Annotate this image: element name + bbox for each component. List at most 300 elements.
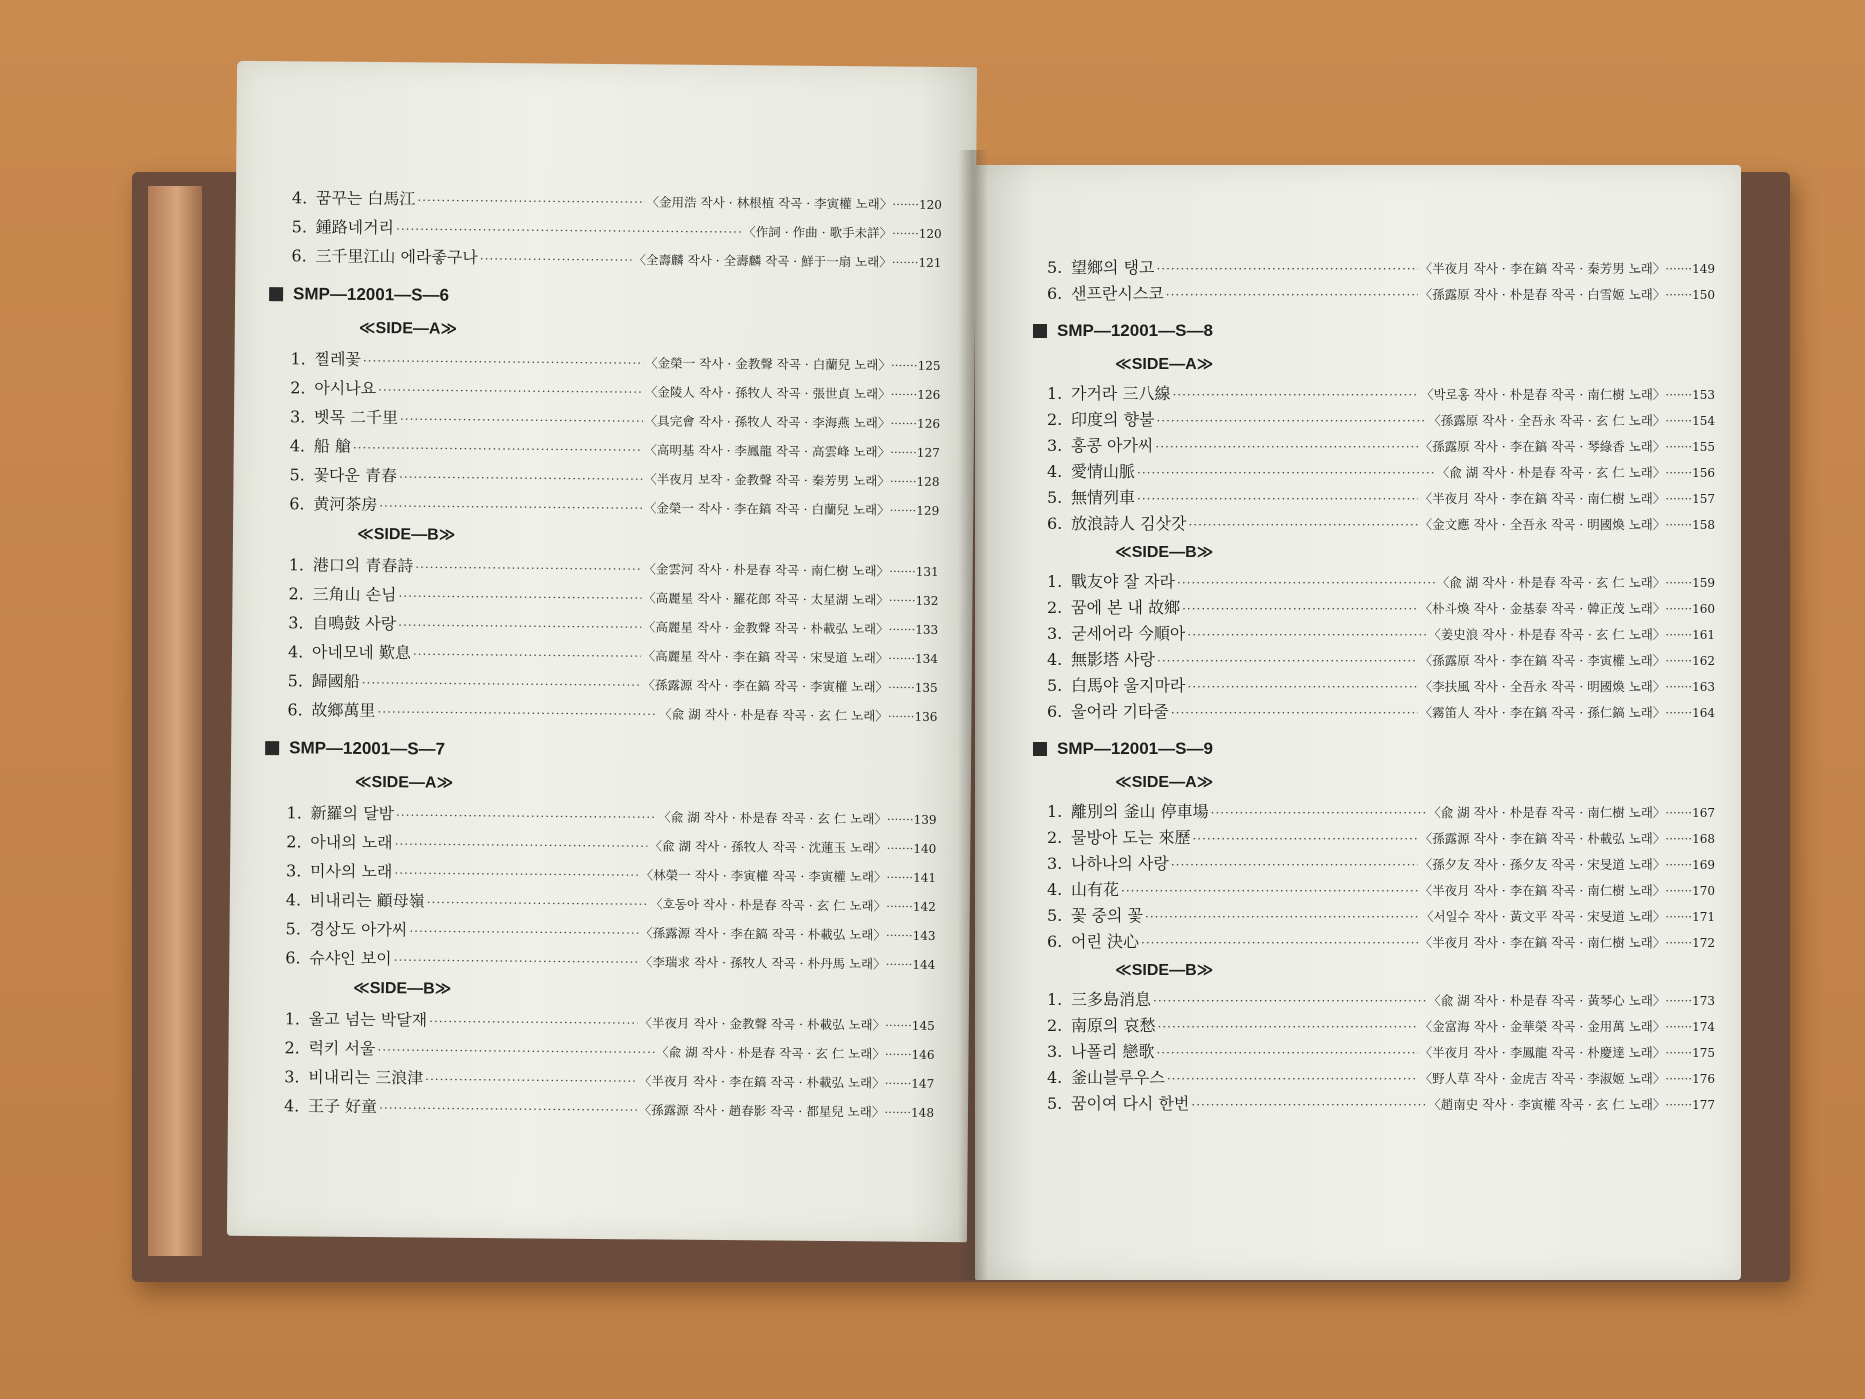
track-credits: 〈作詞 · 作曲 · 歌手未詳〉 (743, 224, 893, 241)
track-entry (288, 637, 938, 672)
track-credits: 〈高明基 작사 · 李鳳龍 작곡 · 高雲峰 노래〉 (644, 442, 891, 460)
track-entry (1047, 647, 1715, 673)
track-entry (1047, 1065, 1715, 1091)
track-entry (1047, 1013, 1715, 1039)
track-number: 3. (288, 613, 304, 633)
dot-leader (1177, 570, 1435, 596)
page-number: ······· 163 (1665, 674, 1715, 700)
page-number: ······· 143 (886, 921, 936, 950)
page-number: ······· 126 (891, 381, 941, 410)
page-number: ······· 154 (1665, 408, 1715, 434)
track-entry (284, 1062, 934, 1097)
dot-leader (415, 553, 641, 584)
dot-leader (1155, 434, 1417, 460)
dot-leader (1188, 512, 1417, 538)
page-number: ······· 171 (1665, 904, 1715, 930)
track-entry (287, 695, 937, 730)
page-number: ······· 153 (1665, 382, 1715, 408)
track-title: 나폴리 戀歌 (1071, 1042, 1155, 1061)
track-title: 아시나요 (314, 378, 377, 399)
page-number: ······· 128 (890, 468, 940, 497)
track-number: 1. (1047, 384, 1063, 403)
track-number: 1. (286, 803, 302, 823)
track-title: 印度의 향불 (1071, 410, 1155, 429)
track-number: 5. (285, 919, 301, 939)
track-credits: 〈高麗星 작사 · 羅花郎 작곡 · 太星湖 노래〉 (643, 590, 889, 608)
track-number: 1. (288, 555, 305, 575)
dot-leader (1211, 800, 1427, 826)
track-title: 故鄉萬里 (311, 700, 376, 721)
dot-leader (363, 347, 644, 378)
dot-leader (1192, 826, 1417, 852)
page-number: ······· 148 (884, 1098, 934, 1127)
page-number: ······· 139 (887, 805, 937, 834)
track-number: 5. (291, 217, 308, 237)
track-entry (289, 489, 939, 524)
track-credits: 〈金文應 작사 · 全吾永 작곡 · 明國煥 노래〉 (1419, 517, 1666, 532)
dot-leader (395, 830, 648, 861)
track-title: 나하나의 사랑 (1071, 854, 1169, 873)
album-code: SMP—12001—S—7 (289, 738, 446, 759)
track-title: 울어라 기타줄 (1071, 702, 1169, 721)
left-page-contents (284, 183, 942, 1126)
dot-leader (425, 1065, 637, 1096)
track-entry (1047, 699, 1715, 725)
track-title: 無情列車 (1071, 488, 1136, 507)
track-title: 홍콩 아가씨 (1071, 436, 1154, 455)
track-number: 2. (1047, 598, 1063, 617)
page-number: ······· 157 (1665, 486, 1715, 512)
track-number: 6. (1047, 514, 1063, 533)
track-title: 三千里江山 에라좋구나 (315, 246, 478, 267)
dot-leader (1171, 852, 1418, 878)
side-heading: ≪SIDE—A≫ (1115, 774, 1214, 791)
track-credits: 〈半夜月 작사 · 李鳳龍 작곡 · 朴慶達 노래〉 (1419, 1045, 1666, 1060)
side-heading: ≪SIDE—B≫ (352, 979, 452, 998)
page-number: ······· 120 (892, 191, 942, 220)
left-page (227, 61, 977, 1242)
track-credits: 〈野人草 작사 · 金虎吉 작곡 · 李淑姬 노래〉 (1419, 1071, 1666, 1086)
dot-leader (398, 582, 641, 613)
dot-leader (394, 859, 639, 890)
track-title: 三角山 손님 (312, 584, 397, 605)
page-number: ······· 160 (1665, 596, 1715, 622)
track-title: 歸國船 (311, 671, 360, 691)
album-heading (269, 280, 941, 314)
track-number: 6. (287, 700, 303, 720)
track-number: 6. (291, 246, 307, 266)
track-number: 6. (1047, 702, 1063, 721)
track-entry (1047, 903, 1715, 929)
track-entry (1047, 851, 1715, 877)
track-number: 4. (285, 890, 302, 910)
track-credits: 〈姜史浪 작사 · 朴是春 작곡 · 玄 仁 노래〉 (1428, 627, 1666, 642)
track-title: 南原의 哀愁 (1071, 1016, 1156, 1035)
track-number: 6. (289, 494, 305, 514)
track-number: 2. (1047, 410, 1063, 429)
track-number: 3. (284, 1067, 300, 1087)
track-credits: 〈兪 湖 작사 · 朴是春 작곡 · 玄 仁 노래〉 (656, 1044, 885, 1062)
page-number: ······· 176 (1665, 1066, 1715, 1092)
dot-leader (1141, 930, 1418, 956)
track-title: 新羅의 달밤 (310, 803, 395, 824)
page-number: ······· 131 (889, 558, 939, 587)
track-title: 벳목 二千里 (313, 407, 399, 428)
track-credits: 〈孫夕友 작사 · 孫夕友 작곡 · 宋旻道 노래〉 (1419, 857, 1666, 872)
track-number: 3. (1047, 624, 1063, 643)
track-title: 꽃 중의 꽃 (1071, 906, 1143, 925)
track-credits: 〈孫露原 작사 · 李在鎬 작곡 · 琴綠香 노래〉 (1419, 439, 1666, 454)
track-entry (1047, 1039, 1715, 1065)
dot-leader (378, 376, 643, 407)
track-credits: 〈趙南史 작사 · 李寅權 작곡 · 玄 仁 노래〉 (1428, 1097, 1666, 1112)
page-number: ······· 168 (1665, 826, 1715, 852)
track-number: 6. (1047, 284, 1063, 303)
track-title: 경상도 아가씨 (309, 919, 408, 940)
dot-leader (1121, 878, 1418, 904)
track-title: 放浪詩人 김삿갓 (1071, 514, 1187, 533)
track-number: 4. (1047, 650, 1063, 669)
dot-leader (1171, 700, 1418, 726)
track-entry (285, 1004, 935, 1039)
page-number: ······· 126 (890, 410, 940, 439)
track-title: 望鄉의 탱고 (1071, 258, 1155, 277)
side-heading: ≪SIDE—A≫ (358, 319, 458, 338)
track-credits: 〈半夜月 작사 · 金教聲 작곡 · 朴載弘 노래〉 (639, 1015, 886, 1033)
dot-leader (409, 917, 638, 948)
page-number: ······· 142 (886, 892, 936, 921)
page-number: ······· 162 (1665, 648, 1715, 674)
track-credits: 〈兪 湖 작사 · 朴是春 작곡 · 玄 仁 노래〉 (1436, 465, 1666, 480)
album-heading (265, 734, 937, 768)
track-title: 찔레꽃 (314, 349, 361, 369)
book-gutter (958, 150, 988, 1280)
track-title: 三多島消息 (1071, 990, 1152, 1009)
track-number: 3. (1047, 436, 1063, 455)
track-number: 5. (1047, 906, 1063, 925)
track-entry (284, 1091, 934, 1126)
track-number: 2. (286, 832, 302, 852)
track-title: 戰友야 잘 자라 (1071, 572, 1175, 591)
page-number: ······· 132 (889, 587, 939, 616)
track-number: 6. (285, 948, 301, 968)
track-credits: 〈高麗星 작사 · 李在鎬 작곡 · 宋旻道 노래〉 (642, 648, 889, 666)
side-heading: ≪SIDE—A≫ (354, 773, 454, 792)
dot-leader (1167, 1066, 1418, 1092)
track-credits: 〈半夜月 작사 · 李在鎬 작곡 · 秦芳男 노래〉 (1419, 261, 1666, 276)
track-title: 無影塔 사랑 (1071, 650, 1155, 669)
track-entry (291, 241, 941, 276)
track-credits: 〈兪 湖 작사 · 孫牧人 작곡 · 沈蓮玉 노래〉 (649, 838, 887, 856)
dot-leader (1137, 460, 1435, 486)
album-heading (1033, 317, 1715, 345)
track-entry (1047, 621, 1715, 647)
page-number: ······· 127 (890, 439, 940, 468)
page-number: ······· 164 (1665, 700, 1715, 726)
dot-leader (379, 492, 642, 523)
track-entry (1047, 825, 1715, 851)
dot-leader (1156, 256, 1417, 282)
page-number: ······· 120 (892, 220, 942, 249)
square-bullet-icon (265, 741, 279, 755)
track-title: 미사의 노래 (309, 861, 393, 882)
square-bullet-icon (1033, 324, 1047, 338)
page-number: ······· 175 (1665, 1040, 1715, 1066)
square-bullet-icon (269, 287, 283, 301)
track-credits: 〈孫露原 작사 · 全吾永 작곡 · 玄 仁 노래〉 (1428, 413, 1666, 428)
square-bullet-icon (1033, 742, 1047, 756)
track-number: 3. (1047, 1042, 1063, 1061)
track-title: 꽃다운 青春 (313, 465, 398, 486)
page-number: ······· 141 (886, 863, 936, 892)
dot-leader (1156, 408, 1426, 434)
track-number: 1. (284, 1009, 301, 1029)
track-credits: 〈孫露源 작사 · 李在鎬 작곡 · 朴載弘 노래〉 (1419, 831, 1666, 846)
track-entry (1047, 987, 1715, 1013)
page-number: ······· 145 (885, 1011, 935, 1040)
track-entry (1047, 485, 1715, 511)
track-number: 4. (283, 1096, 300, 1116)
track-entry (285, 943, 935, 978)
dot-leader (396, 801, 656, 832)
track-entry (1047, 459, 1715, 485)
track-credits: 〈金陵人 작사 · 孫牧人 작곡 · 張世貞 노래〉 (644, 384, 891, 402)
page-number: ······· 174 (1665, 1014, 1715, 1040)
track-number: 5. (1047, 676, 1063, 695)
track-entry (1047, 281, 1715, 307)
page-number: ······· 173 (1665, 988, 1715, 1014)
dot-leader (1156, 1040, 1417, 1066)
track-credits: 〈金用浩 작사 · 林根植 작곡 · 李寅權 노래〉 (646, 194, 893, 212)
track-title: 꿈이여 다시 한번 (1071, 1094, 1190, 1113)
side-heading: ≪SIDE—A≫ (1115, 356, 1214, 373)
track-credits: 〈高麗星 작사 · 金教聲 작곡 · 朴載弘 노래〉 (642, 619, 889, 637)
dot-leader (1158, 1014, 1418, 1040)
page-number: ······· 167 (1665, 800, 1715, 826)
track-title: 山有花 (1071, 880, 1120, 899)
side-heading: ≪SIDE—B≫ (1115, 962, 1214, 979)
page-number: ······· 169 (1665, 852, 1715, 878)
dot-leader (1166, 282, 1418, 308)
page-edges (148, 186, 202, 1256)
page-number: ······· 129 (890, 497, 940, 526)
dot-leader (394, 946, 639, 977)
track-entry (1047, 1091, 1715, 1117)
track-entry (289, 460, 939, 495)
dot-leader (413, 640, 641, 671)
album-code: SMP—12001—S—8 (1057, 321, 1213, 340)
track-number: 5. (287, 671, 304, 691)
track-entry (1047, 877, 1715, 903)
dot-leader (1157, 648, 1418, 674)
dot-leader (1172, 382, 1418, 408)
track-title: 黄河茶房 (313, 494, 378, 515)
dot-leader (1187, 674, 1417, 700)
track-entry (290, 402, 940, 437)
track-title: 울고 넘는 박달재 (308, 1009, 428, 1030)
track-title: 굳세어라 今順아 (1071, 624, 1186, 643)
track-entry (1047, 569, 1715, 595)
dot-leader (429, 1008, 638, 1039)
track-number: 2. (1047, 1016, 1063, 1035)
track-number: 2. (1047, 828, 1063, 847)
track-entry (1047, 799, 1715, 825)
right-page (975, 165, 1741, 1280)
track-credits: 〈全壽麟 작사 · 全壽麟 작곡 · 鮮于一扇 노래〉 (633, 252, 892, 270)
page-number: ······· 149 (1665, 256, 1715, 282)
dot-leader (400, 405, 643, 436)
dot-leader (1137, 486, 1418, 512)
track-number: 1. (1047, 990, 1063, 1009)
track-title: 비내리는 三浪津 (308, 1067, 424, 1088)
page-number: ······· 125 (891, 352, 941, 381)
dot-leader (379, 1094, 637, 1125)
track-credits: 〈朴斗煥 작사 · 金基泰 작곡 · 韓正茂 노래〉 (1419, 601, 1666, 616)
track-entry (1047, 255, 1715, 281)
dot-leader (427, 888, 649, 919)
page-number: ······· 170 (1665, 878, 1715, 904)
track-entry (1047, 433, 1715, 459)
album-code: SMP—12001—S—6 (293, 284, 450, 305)
track-number: 4. (1047, 1068, 1063, 1087)
track-entry (1047, 381, 1715, 407)
track-entry (1047, 407, 1715, 433)
page-number: ······· 134 (888, 644, 938, 673)
track-entry (290, 344, 940, 379)
track-credits: 〈林榮一 작사 · 李寅權 작곡 · 李寅權 노래〉 (640, 867, 887, 885)
track-entry (288, 666, 938, 701)
track-title: 물방아 도는 來歷 (1071, 828, 1191, 847)
track-entry (1047, 673, 1715, 699)
page-number: ······· 172 (1665, 930, 1715, 956)
track-number: 4. (291, 188, 308, 208)
dot-leader (1153, 988, 1426, 1014)
page-number: ······· 121 (892, 249, 942, 278)
track-credits: 〈孫露源 작사 · 趙春影 작곡 · 都星兒 노래〉 (638, 1102, 885, 1120)
track-title: 王子 好童 (307, 1096, 378, 1117)
track-title: 슈샤인 보이 (309, 948, 392, 969)
track-title: 釜山블루우스 (1071, 1068, 1165, 1087)
track-title: 愛情山脈 (1071, 462, 1136, 481)
track-title: 샌프란시스코 (1071, 284, 1164, 303)
track-credits: 〈兪 湖 작사 · 朴是春 작곡 · 玄 仁 노래〉 (658, 809, 888, 827)
page-number: ······· 161 (1665, 622, 1715, 648)
track-credits: 〈金榮一 작사 · 李在鎬 작곡 · 白蘭兒 노래〉 (643, 500, 890, 518)
track-title: 港口의 青春詩 (312, 555, 414, 576)
dot-leader (1187, 622, 1426, 648)
track-number: 4. (1047, 462, 1063, 481)
track-number: 2. (284, 1038, 300, 1058)
track-credits: 〈孫露原 작사 · 朴是春 작곡 · 白雪姬 노래〉 (1419, 287, 1666, 302)
track-title: 白馬야 울지마라 (1071, 676, 1186, 695)
track-number: 5. (1047, 1094, 1063, 1113)
page-number: ······· 147 (885, 1069, 935, 1098)
track-credits: 〈半夜月 작사 · 李在鎬 작곡 · 南仁樹 노래〉 (1419, 935, 1666, 950)
track-number: 2. (290, 378, 306, 398)
track-number: 1. (1047, 572, 1063, 591)
track-title: 어린 決心 (1071, 932, 1139, 951)
track-credits: 〈金雲河 작사 · 朴是春 작곡 · 南仁樹 노래〉 (643, 561, 890, 579)
track-credits: 〈半夜月 작사 · 李在鎬 작곡 · 南仁樹 노래〉 (1419, 491, 1666, 506)
dot-leader (417, 186, 644, 217)
track-credits: 〈半夜月 작사 · 李在鎬 작곡 · 朴載弘 노래〉 (638, 1073, 885, 1091)
dot-leader (1182, 596, 1418, 622)
page-number: ······· 155 (1665, 434, 1715, 460)
track-number: 3. (289, 407, 306, 427)
track-number: 4. (287, 642, 304, 662)
track-credits: 〈박로홍 작사 · 朴是春 작곡 · 南仁樹 노래〉 (1420, 387, 1666, 402)
track-credits: 〈半夜月 작사 · 李在鎬 작곡 · 南仁樹 노래〉 (1419, 883, 1666, 898)
track-number: 5. (1047, 258, 1063, 277)
page-number: ······· 135 (888, 673, 938, 702)
page-number: ······· 150 (1665, 282, 1715, 308)
track-credits: 〈半夜月 보작 · 金教聲 작곡 · 秦芳男 노래〉 (644, 471, 890, 489)
track-credits: 〈孫露源 작사 · 李在鎬 작곡 · 朴載弘 노래〉 (640, 925, 886, 943)
page-number: ······· 140 (887, 834, 937, 863)
page-number: ······· 136 (888, 702, 938, 731)
page-number: ······· 177 (1665, 1092, 1715, 1118)
page-number: ······· 133 (888, 616, 938, 645)
track-title: 꿈꾸는 白馬江 (315, 188, 416, 209)
track-credits: 〈金富海 작사 · 金華榮 작곡 · 金用萬 노래〉 (1419, 1019, 1666, 1034)
album-heading (1033, 735, 1715, 763)
track-number: 3. (1047, 854, 1063, 873)
track-title: 離別의 釜山 停車場 (1071, 802, 1209, 821)
track-credits: 〈兪 湖 작사 · 朴是春 작곡 · 黃琴心 노래〉 (1428, 993, 1666, 1008)
track-credits: 〈李瑞求 작사 · 孫牧人 작곡 · 朴丹馬 노래〉 (639, 954, 886, 972)
right-page-contents (1047, 255, 1715, 1117)
track-credits: 〈李扶風 작사 · 全吾永 작곡 · 明國煥 노래〉 (1419, 679, 1666, 694)
dot-leader (362, 669, 641, 700)
page-number: ······· 159 (1665, 570, 1715, 596)
track-number: 6. (1047, 932, 1063, 951)
track-number: 4. (289, 436, 306, 456)
track-title: 럭키 서울 (308, 1038, 376, 1059)
track-number: 1. (290, 349, 306, 369)
dot-leader (398, 611, 641, 642)
track-credits: 〈兪 湖 작사 · 朴是春 작곡 · 南仁樹 노래〉 (1428, 805, 1666, 820)
track-title: 아내의 노래 (310, 832, 393, 853)
page-number: ······· 158 (1665, 512, 1715, 538)
dot-leader (377, 698, 657, 729)
track-credits: 〈兪 湖 작사 · 朴是春 작곡 · 玄 仁 노래〉 (659, 706, 888, 724)
album-code: SMP—12001—S—9 (1057, 739, 1213, 758)
page-number: ······· 156 (1665, 460, 1715, 486)
track-credits: 〈호동아 작사 · 朴是春 작곡 · 玄 仁 노래〉 (650, 896, 887, 914)
track-credits: 〈서일수 작사 · 黃文平 작곡 · 宋旻道 노래〉 (1420, 909, 1666, 924)
dot-leader (1191, 1092, 1426, 1118)
page-number: ······· 146 (885, 1040, 935, 1069)
track-title: 船 艙 (313, 436, 351, 456)
track-credits: 〈霧笛人 작사 · 李在鎬 작곡 · 孫仁鎬 노래〉 (1419, 705, 1666, 720)
page-number: ······· 144 (886, 950, 936, 979)
track-credits: 〈兪 湖 작사 · 朴是春 작곡 · 玄 仁 노래〉 (1436, 575, 1666, 590)
track-number: 2. (288, 584, 304, 604)
track-entry (1047, 511, 1715, 537)
track-title: 가거라 三八線 (1071, 384, 1171, 403)
track-title: 自鳴鼓 사랑 (312, 613, 397, 634)
track-number: 5. (289, 465, 305, 485)
dot-leader (1145, 904, 1419, 930)
track-entry (1047, 929, 1715, 955)
track-credits: 〈具完會 작사 · 孫牧人 작곡 · 李海燕 노래〉 (644, 413, 891, 431)
dot-leader (480, 245, 632, 275)
track-number: 4. (1047, 880, 1063, 899)
track-number: 5. (1047, 488, 1063, 507)
dot-leader (399, 463, 642, 494)
track-credits: 〈金榮一 작사 · 金教聲 작곡 · 白蘭兒 노래〉 (645, 355, 891, 373)
side-heading: ≪SIDE—B≫ (356, 525, 456, 544)
